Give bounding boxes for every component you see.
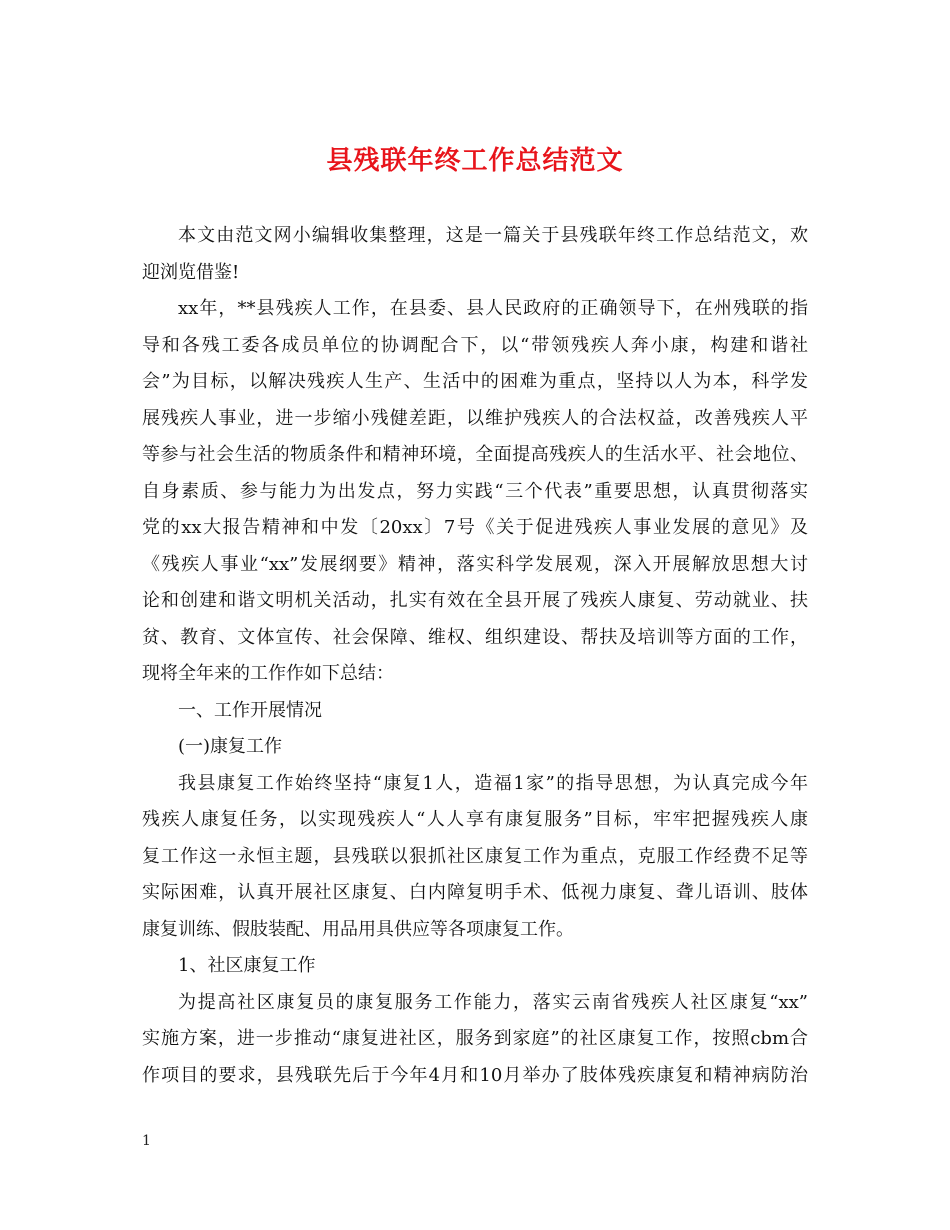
document-body [142,218,808,1094]
text-line: 展残疾人事业，进一步缩小残健差距，以维护残疾人的合法权益，改善残疾人平 [142,407,808,429]
text-line: 实施方案，进一步推动“康复进社区，服务到家庭”的社区康复工作，按照cbm合 [142,1028,808,1049]
text-line: 《残疾人事业“xx”发展纲要》精神，落实科学发展观，深入开展解放思想大讨 [142,553,808,575]
document-title: 县残联年终工作总结范文 [326,146,624,176]
page-number: 1 [142,1133,151,1149]
text-line: 论和创建和谐文明机关活动，扎实有效在全县开展了残疾人康复、劳动就业、扶 [142,590,808,611]
text-line: 复工作这一永恒主题，县残联以狠抓社区康复工作为重点，克服工作经费不足等 [142,845,808,867]
text-line: (一)康复工作 [178,736,283,757]
text-line: 贫、教育、文体宣传、社会保障、维权、组织建设、帮扶及培训等方面的工作， [142,626,808,648]
text-line: 迎浏览借鉴! [142,261,240,283]
text-line: 一、工作开展情况 [178,699,322,721]
text-line: 导和各残工委各成员单位的协调配合下，以“带领残疾人奔小康，构建和谐社 [142,334,808,356]
text-line: 为提高社区康复员的康复服务工作能力，落实云南省残疾人社区康复“xx” [178,991,808,1013]
text-line: 实际困难，认真开展社区康复、白内障复明手术、低视力康复、聋儿语训、肢体 [142,882,808,903]
text-line: 自身素质、参与能力为出发点，努力实践“三个代表”重要思想，认真贯彻落实 [142,480,808,502]
text-line: 1、社区康复工作 [178,955,316,976]
text-line: 作项目的要求，县残联先后于今年4月和10月举办了肢体残疾康复和精神病防治 [142,1064,808,1086]
text-line: 我县康复工作始终坚持“康复1人，造福1家”的指导思想，为认真完成今年 [178,772,808,794]
text-line: 等参与社会生活的物质条件和精神环境，全面提高残疾人的生活水平、社会地位、 [142,444,808,465]
text-line: 康复训练、假肢装配、用品用具供应等各项康复工作。 [142,918,574,940]
text-line: 现将全年来的工作作如下总结： [142,663,394,684]
text-line: xx年，**县残疾人工作，在县委、县人民政府的正确领导下，在州残联的指 [178,298,808,319]
text-line: 本文由范文网小编辑收集整理，这是一篇关于县残联年终工作总结范文，欢 [178,225,808,246]
text-line: 党的xx大报告精神和中发〔20xx〕7号《关于促进残疾人事业发展的意见》及 [142,517,808,538]
text-line: 会”为目标，以解决残疾人生产、生活中的困难为重点，坚持以人为本，科学发 [142,371,808,392]
text-line: 残疾人康复任务，以实现残疾人“人人享有康复服务”目标，牢牢把握残疾人康 [142,809,808,830]
